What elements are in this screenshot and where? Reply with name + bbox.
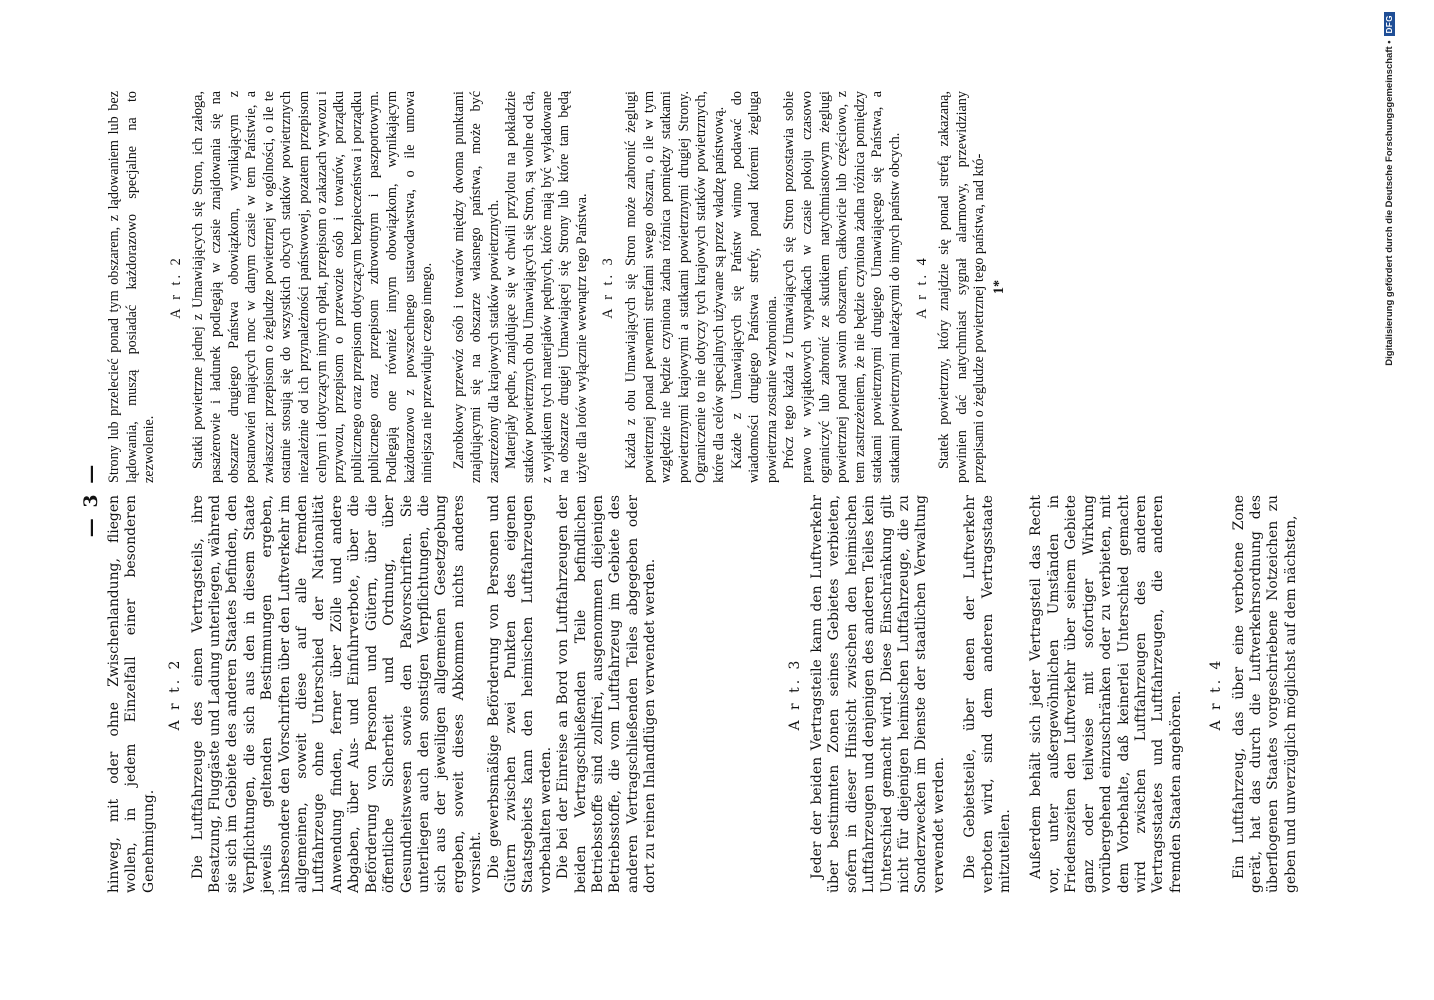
german-art3-paragraph-1: Jeder der beiden Vertragsteile kann den Luftverkehr über bestimmten Zonen seines Gebietes verbieten, sofern in dieser Hinsicht zwischen den heimischen Luftfahrzeugen und denjenigen des anderen Teiles kein Unterschied gemacht wird. Diese Einschränkung gilt nicht für diejenigen heimischen Luftfahrzeuge, die zu Sonderzwecken im Dienste der staatlichen Verwaltung verwendet werden. [809,495,947,893]
credit-text: Digitalisierung gefördert durch die Deutsche Forschungsgemeinschaft • [1384,40,1395,366]
german-column [106,495,1300,893]
polish-column [106,91,1009,483]
german-art4-heading: A r t. 4 [1208,657,1225,731]
polish-art3-paragraph-1: Każda z obu Umawiających się Stron może zabronić żeglugi powietrznej ponad pewnemi strefami swego obszaru, o ile w tym względzie nie będzie czyniona żadna różnica pomiędzy statkami powietrznymi krajowymi a statkami powietrznymi drugiej Strony. Ograniczenie to nie dotyczy tych krajowych statków powietrznych, które dla celów specjalnych używane są przez władzę państwową. [623,91,727,483]
polish-art4-heading: A r t. 4 [913,255,930,319]
polish-opening-paragraph: Strony lub przelecieć ponad tym obszarem, z lądowaniem lub bez lądowania, muszą posiadać każdorazowo specjalne na to zezwolenie. [106,91,158,483]
german-art4-paragraph-1: Ein Luftfahrzeug, das über eine verbotene Zone gerät, hat das durch die Luftverkehrsordnung des überflogenen Staates vorgeschriebene Notzeichen zu geben und unverzüglich möglichst auf dem nächsten, [1230,495,1299,893]
german-art2-paragraph-3: Die bei der Einreise an Bord von Luftfahrzeugen der beiden Vertragschließenden Teile befindlichen Betriebsstoffe sind zollfrei, ausgenommen diejenigen Betriebsstoffe, die vom Luftfahrzeug im Gebiete des anderen Vertragschließenden Teiles abgegeben oder dort zu reinen Inlandflügen verwendet werden. [555,495,659,893]
polish-art2-paragraph-2: Zarobkowy przewóz osób i towarów między dwoma punktami znajdującymi się na obszarze własnego państwa, może być zastrzeżony dla krajowych statków powietrznych. [450,91,502,483]
polish-art2-paragraph-1: Statki powietrzne jednej z Umawiających się Stron, ich załoga, pasażerowie i ładunek podlegają w czasie znajdowania się na obszarze drugiego Państwa obowiązkom, wynikającym z postanowień mających moc w danym czasie w tem Państwie, a zwłaszcza: przepisom o żegludze powietrznej w ogólności, o ile te ostatnie stosują się do wszystkich obcych statków powietrznych niezależnie od ich przynależności państwowej, pozatem przepisom celnym i dotyczącym innych opłat, przepisom o zakazach wywozu i przywozu, przepisom o przewozie osób i towarów, porządku publicznego oraz przepisom dotyczącym bezpieczeństwa i porządku publicznego oraz przepisom zdrowotnym i paszportowym. Podlegają one również innym obowiązkom, wynikającym każdorazowo z powszechnego ustawodawstwa, o ile umowa niniejsza nie przewiduje czego innego. [190,91,436,483]
polish-art2-paragraph-3: Materjały pędne, znajdujące się w chwili przylotu na pokładzie statków powietrznych obu Umawiających się Stron, są wolne od cła, z wyjątkiem tych materjałów pędnych, które mają być wyładowane na obszarze drugiej Umawiającej się Strony lub które tam będą użyte dla lotów wyłącznie wewnątrz tego Państwa. [503,91,590,483]
german-art2-heading: A r t. 2 [167,657,184,731]
polish-art3-heading: A r t. 3 [600,255,617,319]
german-art3-paragraph-2: Die Gebietsteile, über denen der Luftverkehr verboten wird, sind dem anderen Vertragsstaate mitzuteilen. [962,495,1014,893]
german-art2-paragraph-1: Die Luftfahrzeuge des einen Vertragsteils, ihre Besatzung, Fluggäste und Ladung unterliegen, während sie sich im Gebiete des anderen Staates befinden, den Verpflichtungen, die sich aus den in diesem Staate jeweils geltenden Bestimmungen ergeben, insbesondere den Vorschriften über den Luftverkehr im allgemeinen, soweit diese auf alle fremden Luftfahrzeuge ohne Unterschied der Nationalität Anwendung finden, ferner über Zölle und andere Abgaben, über Aus- und Einfuhrverbote, über die Beförderung von Personen und Gütern, über die öffentliche Sicherheit und Ordnung, über Gesundheitswesen sowie den Paßvorschriften. Sie unterliegen auch den sonstigen Verpflichtungen, die sich aus der jeweiligen allgemeinen Gesetzgebung ergeben, soweit dieses Abkommen nichts anderes vorsieht. [189,495,485,893]
polish-art3-paragraph-2: Każde z Umawiających się Państw winno podawać do wiadomości drugiego Państwa strefy, ponad któremi żegluga powietrzna zostanie wzbroniona. [728,91,780,483]
signature-mark: 1* [990,279,1007,295]
german-art2-paragraph-2: Die gewerbsmäßige Beförderung von Personen und Gütern zwischen zwei Punkten des eigenen Staatsgebiets kann den heimischen Luftfahrzeugen vorbehalten werden. [485,495,554,893]
polish-art4-paragraph-1: Statek powietrzny, który znajdzie się ponad strefą zakazaną, powinien dać natychmiast sygnał alarmowy, przewidziany przepisami o żegludze powietrznej tego państwa, nad któ- [936,91,988,483]
german-art3-heading: A r t. 3 [786,657,803,731]
german-art3-paragraph-3: Außerdem behält sich jeder Vertragsteil das Recht vor, unter außergewöhnlichen Umständen in Friedenszeiten den Luftverkehr über seinem Gebiete ganz oder teilweise mit sofortiger Wirkung vorübergehend einzuschränken oder zu verbieten, mit dem Vorbehalte, daß keinerlei Unterschied gemacht wird zwischen Luftfahrzeugen des anderen Vertragsstaates und Luftfahrzeugen, die anderen fremden Staaten angehören. [1028,495,1184,893]
polish-art2-heading: A r t. 2 [167,255,184,319]
digitization-credit [1384,12,1395,988]
german-opening-paragraph: hinweg, mit oder ohne Zwischenlandung, fliegen wollen, in jedem Einzelfall einer besonderen Genehmigung. [106,495,157,893]
polish-art3-paragraph-3: Prócz tego każda z Umawiających się Stron pozostawia sobie prawo w wyjątkowych wypadkach w czasie pokoju czasowo ograniczyć lub zabronić ze skutkiem natychmiastowym żeglugi powietrznej ponad swoim obszarem, całkowicie lub częściowo, z tem zastrzeżeniem, że nie będzie czyniona żadna różnica pomiędzy statkami powietrznymi drugiego Umawiającego się Państwa, a statkami powietrznymi należącymi do innych państw obcych. [781,91,903,483]
page-number: — 3 — [80,462,102,538]
dfg-logo: DFG [1384,12,1395,36]
